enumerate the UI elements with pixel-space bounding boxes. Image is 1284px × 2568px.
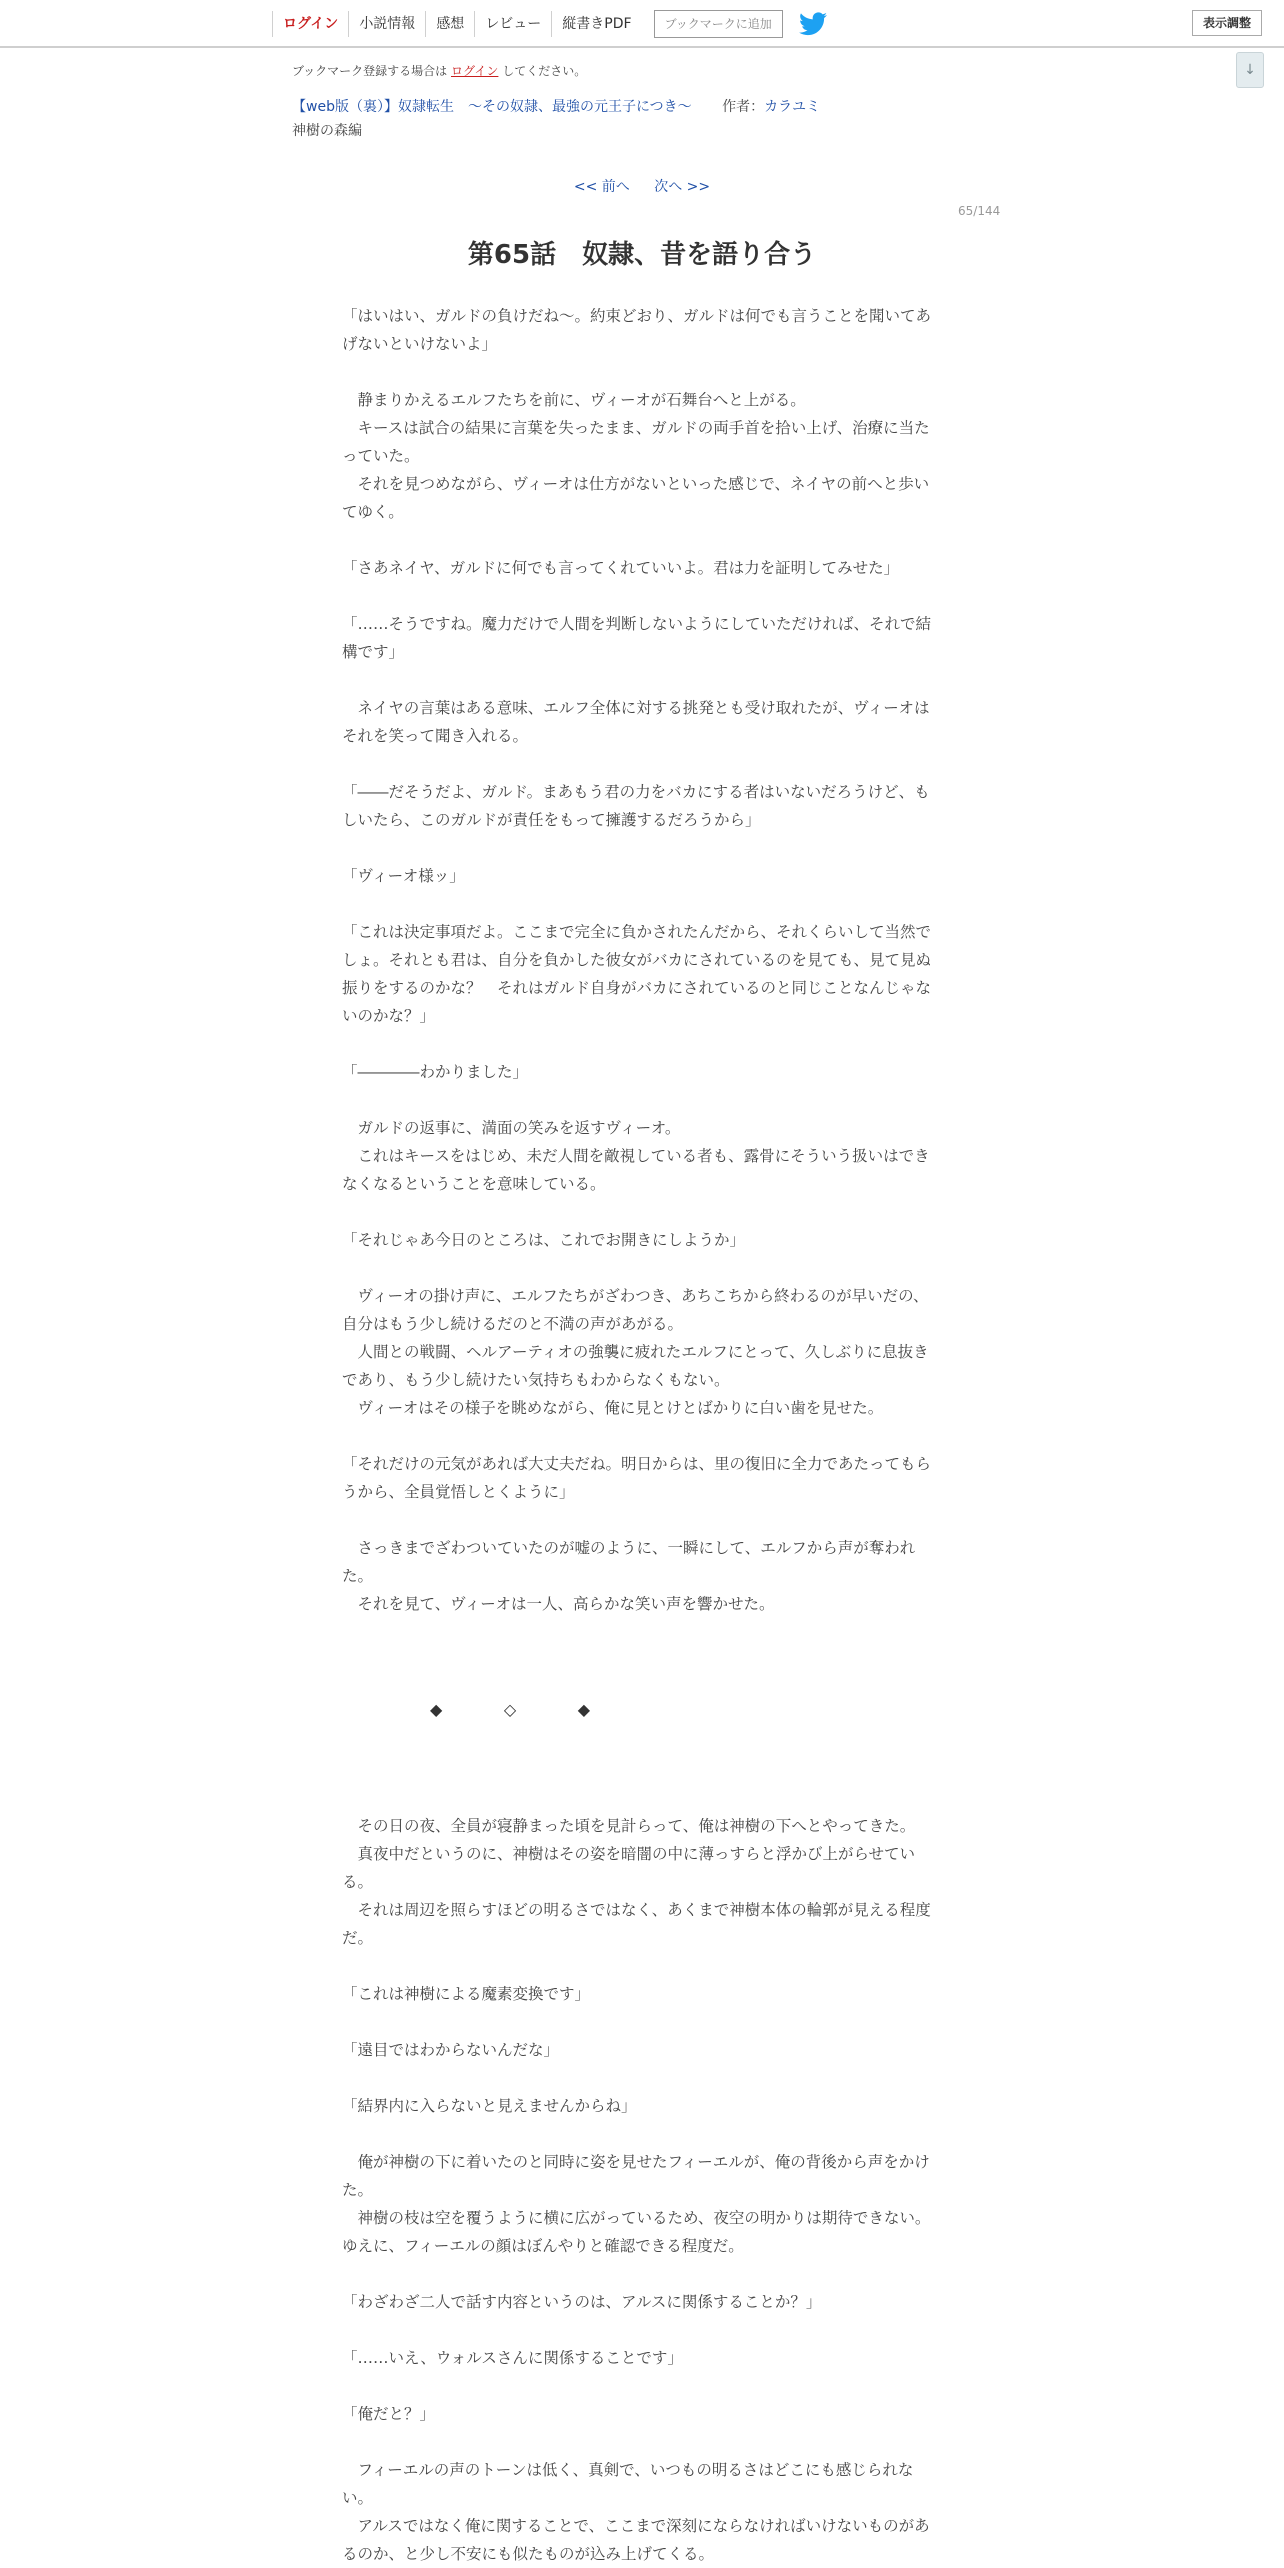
body-paragraph: 神樹の枝は空を覆うように横に広がっているため、夜空の明かりは期待できない。ゆえに、フィーエルの顔はぼんやりと確認できる程度だ。: [342, 2209, 931, 2255]
body-paragraph: ガルドの返事に、満面の笑みを返すヴィーオ。: [342, 1119, 681, 1137]
body-paragraph: ネイヤの言葉はある意味、エルフ全体に対する挑発とも受け取れたが、ヴィーオはそれを笑って聞き入れる。: [342, 699, 930, 745]
body-paragraph: [342, 2260, 942, 2288]
body-paragraph: [342, 2008, 942, 2036]
scroll-down-button[interactable]: ↓: [1236, 52, 1264, 88]
body-paragraph: 「これは決定事項だよ。ここまで完全に負かされたんだから、それくらいして当然でしょ。それとも君は、自分を負かした彼女がバカにされているのを見ても、見て見ぬ振りをするのかな？ それはガルド自身がバカにされているのと同じことなんじゃないのかな？」: [342, 923, 932, 1025]
series-info: [292, 96, 820, 116]
chapter-body: [342, 302, 942, 1618]
chapter-pager: [0, 176, 1284, 196]
nav-vertical-pdf[interactable]: 縦書きPDF: [551, 11, 641, 37]
body-paragraph: [342, 358, 942, 386]
body-paragraph: [342, 1506, 942, 1534]
body-paragraph: [342, 2428, 942, 2456]
body-paragraph: 真夜中だというのに、神樹はその姿を暗闇の中に薄っすらと浮かび上がらせている。: [342, 1845, 916, 1891]
next-chapter-link[interactable]: 次へ >>: [654, 179, 711, 195]
body-paragraph: [342, 526, 942, 554]
body-paragraph: [342, 834, 942, 862]
body-paragraph: 「結界内に入らないと見えませんからね」: [342, 2097, 637, 2115]
body-paragraph: ヴィーオの掛け声に、エルフたちがざわつき、あちこちから終わるのが早いだの、自分はもう少し続けるだのと不満の声があがる。: [342, 1287, 929, 1333]
body-paragraph: キースは試合の結果に言葉を失ったまま、ガルドの両手首を拾い上げ、治療に当たっていた。: [342, 419, 930, 465]
body-paragraph: [342, 890, 942, 918]
body-paragraph: [342, 2316, 942, 2344]
body-paragraph: 「遠目ではわからないんだな」: [342, 2041, 560, 2059]
body-paragraph: アルスではなく俺に関することで、ここまで深刻にならなければいけないものがあるのか、と少し不安にも似たものが込み上げてくる。: [342, 2517, 930, 2563]
author-label: 作者：: [722, 99, 765, 115]
chapter-title: 第65話 奴隷、昔を語り合う: [467, 240, 817, 270]
author-link[interactable]: カラユミ: [764, 99, 821, 115]
nav-impressions[interactable]: 感想: [425, 11, 474, 37]
body-paragraph: [342, 2120, 942, 2148]
body-paragraph: 「――――わかりました」: [342, 1063, 529, 1081]
prev-chapter-link[interactable]: << 前へ: [573, 179, 630, 195]
separator-diamond: ◆: [577, 1700, 590, 1719]
separator-diamond: ◆: [430, 1700, 443, 1719]
nav-review[interactable]: レビュー: [474, 11, 551, 37]
body-paragraph: 「はいはい、ガルドの負けだね～。約束どおり、ガルドは何でも言うことを聞いてあげないといけないよ」: [342, 307, 932, 353]
body-paragraph: [342, 2372, 942, 2400]
top-header: [0, 0, 1284, 48]
body-paragraph: [342, 750, 942, 778]
body-paragraph: 「……そうですね。魔力だけで人間を判断しないようにしていただければ、それで結構です」: [342, 615, 932, 661]
notice-login-link[interactable]: ログイン: [451, 64, 499, 78]
body-paragraph: [342, 1422, 942, 1450]
nav-login[interactable]: ログイン: [272, 11, 348, 37]
body-paragraph: [342, 1952, 942, 1980]
chapter-group-label: 神樹の森編: [292, 123, 362, 139]
body-paragraph: フィーエルの声のトーンは低く、真剣で、いつもの明るさはどこにも感じられない。: [342, 2461, 914, 2507]
body-paragraph: 「さあネイヤ、ガルドに何でも言ってくれていいよ。君は力を証明してみせた」: [342, 559, 900, 577]
body-paragraph: 俺が神樹の下に着いたのと同時に姿を見せたフィーエルが、俺の背後から声をかけた。: [342, 2153, 930, 2199]
notice-prefix: ブックマーク登録する場合は: [292, 64, 448, 78]
header-nav: [272, 10, 827, 38]
series-title-link[interactable]: 【web版（裏）】奴隷転生 ～その奴隷、最強の元王子につき～: [292, 99, 692, 115]
body-paragraph: [342, 1086, 942, 1114]
body-paragraph: [342, 582, 942, 610]
body-paragraph: 「これは神樹による魔素変換です」: [342, 1985, 591, 2003]
body-paragraph: 「――だそうだよ、ガルド。まあもう君の力をバカにする者はいないだろうけど、もしいたら、このガルドが責任をもって擁護するだろうから」: [342, 783, 930, 829]
login-notice: [292, 62, 586, 79]
body-paragraph: ヴィーオはその様子を眺めながら、俺に見とけとばかりに白い歯を見せた。: [342, 1399, 884, 1417]
body-paragraph: それを見て、ヴィーオは一人、高らかな笑い声を響かせた。: [342, 1595, 775, 1613]
chapter-body-continued: [342, 1812, 942, 2568]
body-paragraph: さっきまでざわついていたのが嘘のように、一瞬にして、エルフから声が奪われた。: [342, 1539, 916, 1585]
separator-diamond: ◇: [503, 1700, 517, 1719]
body-paragraph: 「それじゃあ今日のところは、これでお開きにしようか」: [342, 1231, 746, 1249]
body-paragraph: [342, 1254, 942, 1282]
notice-suffix: してください。: [502, 64, 587, 78]
body-paragraph: 「……いえ、ウォルスさんに関係することです」: [342, 2349, 683, 2367]
body-paragraph: 静まりかえるエルフたちを前に、ヴィーオが石舞台へと上がる。: [342, 391, 806, 409]
body-paragraph: [342, 2064, 942, 2092]
body-paragraph: [342, 666, 942, 694]
chapter-counter: 65/144: [958, 204, 1001, 218]
scene-separator: [430, 1700, 590, 1730]
body-paragraph: これはキースをはじめ、未だ人間を敵視している者も、露骨にそういう扱いはできなくなるということを意味している。: [342, 1147, 930, 1193]
body-paragraph: 「ヴィーオ様ッ」: [342, 867, 465, 885]
body-paragraph: それは周辺を照らすほどの明るさではなく、あくまで神樹本体の輪郭が見える程度だ。: [342, 1901, 931, 1947]
body-paragraph: 「俺だと？」: [342, 2405, 436, 2423]
display-settings-button[interactable]: 表示調整: [1192, 10, 1262, 36]
body-paragraph: 「わざわざ二人で話す内容というのは、アルスに関係することか？」: [342, 2293, 822, 2311]
body-paragraph: 「それだけの元気があれば大丈夫だね。明日からは、里の復旧に全力であたってもらうから、全員覚悟しとくように」: [342, 1455, 932, 1501]
add-bookmark-button[interactable]: ブックマークに追加: [654, 10, 783, 38]
body-paragraph: 人間との戦闘、ヘルアーティオの強襲に疲れたエルフにとって、久しぶりに息抜きであり、もう少し続けたい気持ちもわからなくもない。: [342, 1343, 929, 1389]
body-paragraph: それを見つめながら、ヴィーオは仕方がないといった感じで、ネイヤの前へと歩いてゆく。: [342, 475, 930, 521]
nav-novel-info[interactable]: 小説情報: [348, 11, 425, 37]
twitter-bird-icon[interactable]: [799, 12, 827, 36]
body-paragraph: [342, 1030, 942, 1058]
body-paragraph: [342, 1198, 942, 1226]
body-paragraph: その日の夜、全員が寝静まった頃を見計らって、俺は神樹の下へとやってきた。: [342, 1817, 916, 1835]
